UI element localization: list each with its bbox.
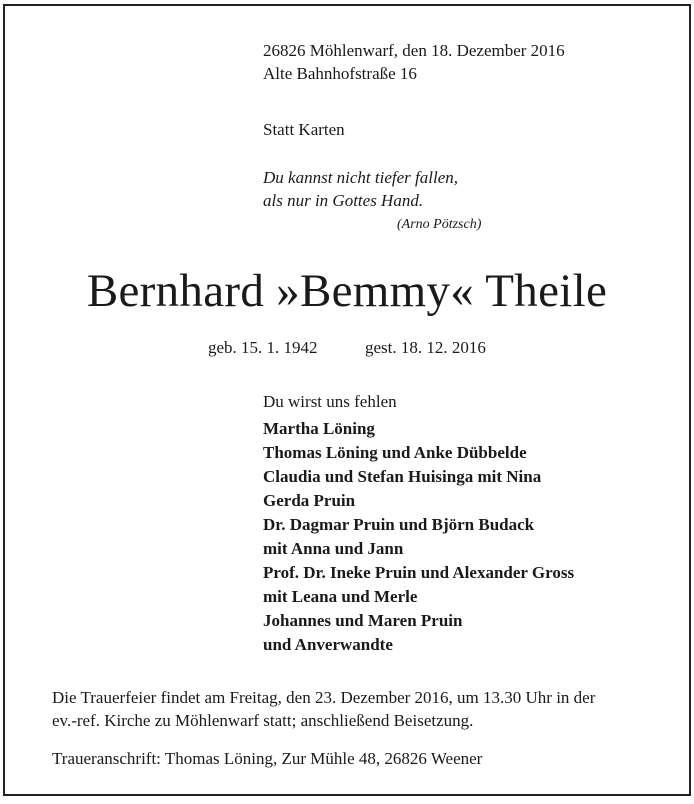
mourner-item: Martha Löning xyxy=(263,419,375,438)
mourner-item: mit Leana und Merle xyxy=(263,587,418,606)
quote-line-2: als nur in Gottes Hand. xyxy=(263,191,424,210)
mourner-item: Claudia und Stefan Huisinga mit Nina xyxy=(263,467,542,486)
mourners-list xyxy=(263,417,574,657)
mourner-item: Prof. Dr. Ineke Pruin und Alexander Gross xyxy=(263,563,575,582)
death-date: gest. 18. 12. 2016 xyxy=(365,338,486,357)
condolence-address: Traueranschrift: Thomas Löning, Zur Mühle 48, 26826 Weener xyxy=(52,749,483,768)
quote-line-1: Du kannst nicht tiefer fallen, xyxy=(263,168,458,187)
place-date: 26826 Möhlenwarf, den 18. Dezember 2016 xyxy=(263,41,565,60)
obituary-notice xyxy=(3,4,691,796)
mourner-item: Johannes und Maren Pruin xyxy=(263,611,463,630)
mourner-item: und Anverwandte xyxy=(263,635,393,654)
mourner-item: mit Anna und Jann xyxy=(263,539,404,558)
birth-date: geb. 15. 1. 1942 xyxy=(208,338,318,357)
mourner-item: Dr. Dagmar Pruin und Björn Budack xyxy=(263,515,535,534)
quote-author: (Arno Pötzsch) xyxy=(397,217,482,232)
mourner-item: Gerda Pruin xyxy=(263,491,356,510)
mourner-item: Thomas Löning und Anke Dübbelde xyxy=(263,443,527,462)
deceased-name: Bernhard »Bemmy« Theile xyxy=(86,265,608,317)
address: Alte Bahnhofstraße 16 xyxy=(263,64,417,83)
statt-karten: Statt Karten xyxy=(263,120,345,139)
miss-you-line: Du wirst uns fehlen xyxy=(263,392,397,411)
ceremony-line-1: Die Trauerfeier findet am Freitag, den 23. Dezember 2016, um 13.30 Uhr in der xyxy=(52,688,596,707)
ceremony-line-2: ev.-ref. Kirche zu Möhlenwarf statt; anschließend Beisetzung. xyxy=(52,711,474,730)
